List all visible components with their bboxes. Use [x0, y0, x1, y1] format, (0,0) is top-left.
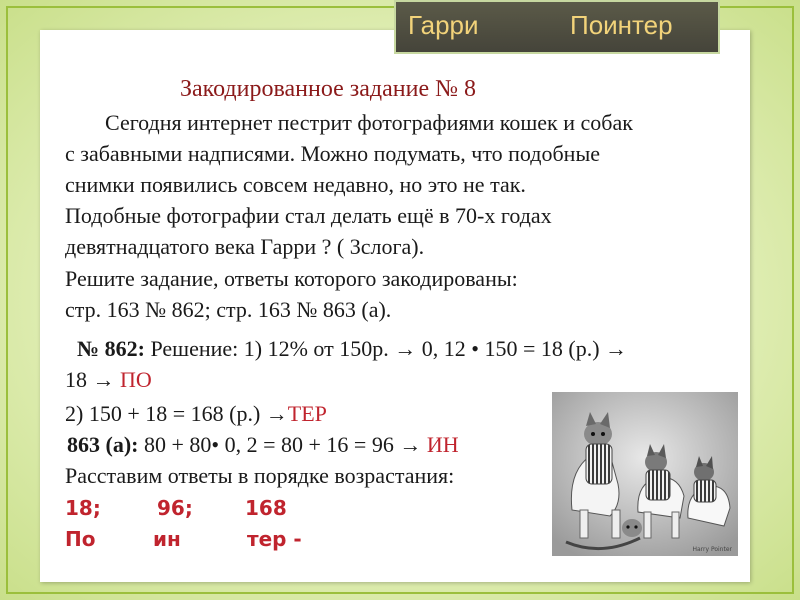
solution-1-text: Решение: 1) 12% от 150р. → 0, 12 • 150 = 18 (р.) →	[144, 336, 628, 361]
answer-word-3: тер -	[247, 527, 302, 551]
solution-1b-text: 18 →	[65, 367, 120, 392]
photo-caption: Harry Pointer	[692, 546, 732, 553]
text-line-4: Подобные фотографии стал делать ещё в 70-х годах	[65, 203, 552, 228]
task-title: Закодированное задание № 8	[180, 76, 477, 102]
answer-number-1: 18;	[65, 496, 101, 520]
answer-word-2: ин	[153, 527, 181, 551]
solution-line-4: Расставим ответы в порядке возрастания:	[65, 463, 455, 488]
solution-line-1	[77, 336, 627, 362]
solution-3-text: 80 + 80• 0, 2 = 80 + 16 = 96 →	[138, 432, 427, 457]
text-line-1: Сегодня интернет пестрит фотографиями кошек и собак	[105, 110, 633, 135]
cats-photo-illustration	[552, 392, 738, 556]
header-word-first: Гарри	[408, 10, 479, 40]
text-line-7: стр. 163 № 862; стр. 163 № 863 (а).	[65, 297, 392, 322]
solution-1-label: № 862:	[77, 336, 145, 361]
text-line-5: девятнадцатого века Гарри ? ( 3слога).	[65, 234, 425, 259]
answer-number-2: 96;	[157, 496, 193, 520]
solution-2-text: 2) 150 + 18 = 168 (р.) →	[65, 401, 288, 426]
header-bar	[394, 0, 720, 54]
answer-number-3: 168	[245, 496, 287, 520]
solution-line-1b	[65, 367, 152, 393]
text-line-6: Решите задание, ответы которого закодированы:	[65, 266, 518, 291]
cats-photo	[552, 392, 738, 556]
text-line-2: с забавными надписями. Можно подумать, что подобные	[65, 141, 601, 166]
header-word-second: Поинтер	[570, 10, 673, 40]
solution-3-label: 863 (а):	[67, 432, 139, 457]
solution-line-2	[65, 401, 327, 427]
solution-2-code: ТЕР	[287, 401, 327, 426]
solution-3-code: ИН	[426, 432, 459, 457]
solution-line-3	[67, 432, 459, 458]
solution-1-code: ПО	[120, 367, 152, 392]
answer-word-1: По	[65, 527, 96, 551]
text-line-3: снимки появились совсем недавно, но это не так.	[65, 172, 526, 197]
